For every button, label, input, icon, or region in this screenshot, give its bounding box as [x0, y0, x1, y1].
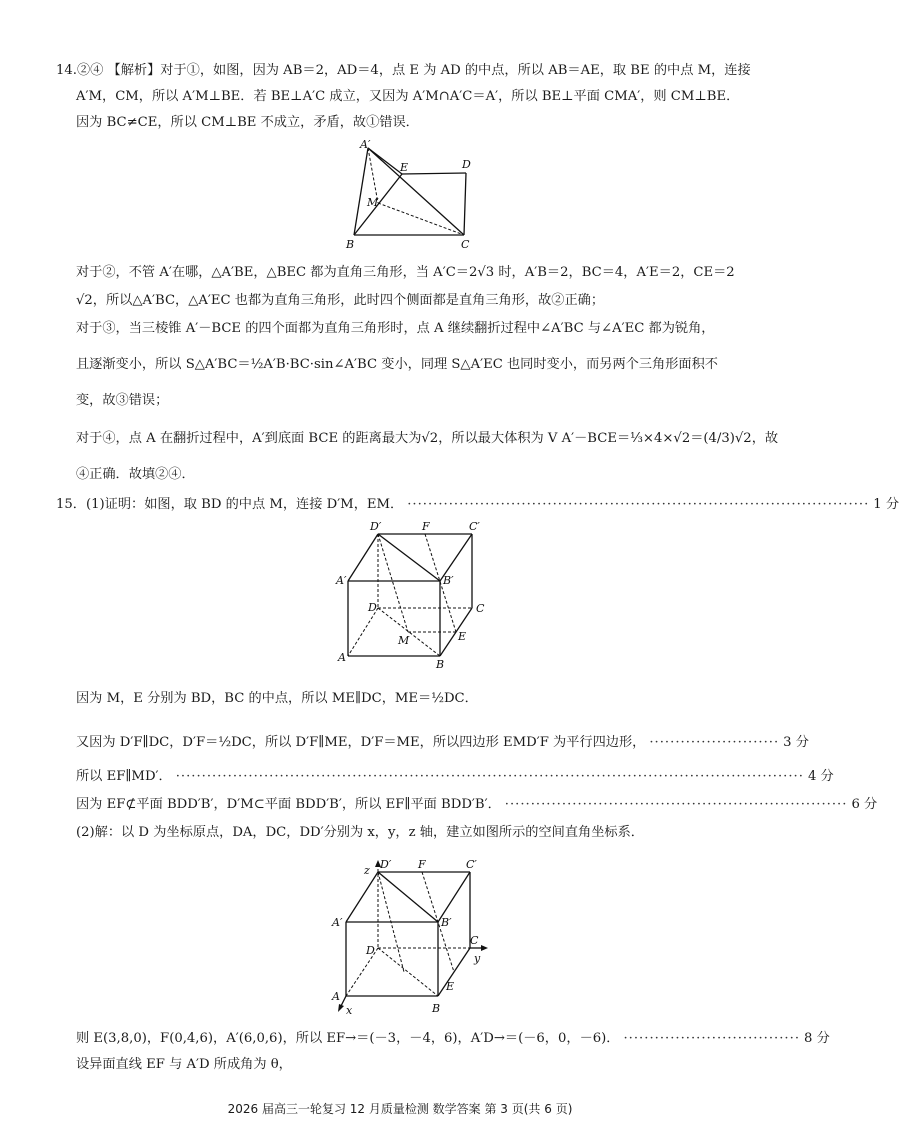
- fig3-label-a: A: [332, 990, 340, 1003]
- q15-step-2-leader: ·························: [649, 735, 780, 750]
- q15-step-3-leader: ·························································································································: [175, 769, 804, 784]
- fig3-label-b: B: [432, 1002, 441, 1015]
- q15-step-3: [76, 768, 834, 786]
- q15-step-5: [76, 1030, 830, 1048]
- q15-line-a: 因为 M，E 分别为 BD，BC 的中点，所以 ME∥DC，ME＝½DC．: [76, 691, 478, 706]
- q14-line-4: 对于②，不管 A′在哪，△A′BE，△BEC 都为直角三角形，当 A′C＝2√3 时，A′B＝2，BC＝4，A′E＝2，CE＝2: [76, 265, 735, 280]
- fig2-label-a-prime: A′: [336, 574, 347, 587]
- fig2-label-b: B: [436, 658, 445, 671]
- fig3-label-d-prime: D′: [380, 858, 392, 871]
- q14-line-2: A′M，CM，所以 A′M⊥BE．若 BE⊥A′C 成立，又因为 A′M∩A′C＝A′，所以 BE⊥平面 CMA′，则 CM⊥BE．: [76, 89, 740, 104]
- q14-line-9: 对于④，点 A 在翻折过程中，A′到底面 BCE 的距离最大为√2，所以最大体积为 V A′－BCE＝⅓×4×√2＝(4/3)√2，故: [76, 431, 779, 446]
- fig3-label-y: y: [474, 952, 481, 965]
- fig3-label-f: F: [418, 858, 426, 871]
- q15-line-c: 设异面直线 EF 与 A′D 所成角为 θ，: [76, 1057, 292, 1072]
- fig1-label-c: C: [461, 238, 470, 251]
- fig2-label-b-prime: B′: [443, 574, 454, 587]
- fig1-label-e: E: [400, 161, 409, 174]
- fig2-label-d: D: [368, 601, 377, 614]
- q15-step-3-points: 4 分: [807, 769, 834, 784]
- q14-figure: [340, 140, 490, 252]
- fig1-label-d: D: [462, 158, 471, 171]
- fig2-label-a: A: [338, 651, 346, 664]
- q14-line-7: 且逐渐变小，所以 S△A′BC＝½A′B·BC·sin∠A′BC 变小，同理 S△A′EC 也同时变小，而另两个三角形面积不: [76, 357, 718, 372]
- fig3-label-x: x: [346, 1004, 353, 1017]
- q14-line-8: 变，故③错误；: [76, 393, 169, 408]
- q14-line-10: ④正确．故填②④．: [76, 467, 195, 482]
- q14-line-3: 因为 BC≠CE，所以 CM⊥BE 不成立，矛盾，故①错误．: [76, 115, 419, 130]
- fig1-label-a-prime: A′: [360, 138, 371, 151]
- q15-line-b: (2)解：以 D 为坐标原点，DA，DC，DD′分别为 x，y，z 轴，建立如图所示的空间直角坐标系．: [76, 825, 644, 840]
- q15-step-2-points: 3 分: [783, 735, 809, 750]
- fig1-label-m: M: [367, 196, 379, 209]
- fig3-label-c-prime: C′: [466, 858, 477, 871]
- q15-step-1-points: 1 分: [873, 497, 899, 512]
- fig3-label-z: z: [364, 864, 370, 877]
- fig2-label-f: F: [422, 520, 430, 533]
- fig3-label-c: C: [470, 934, 479, 947]
- q15-step-4-leader: ··································································: [504, 797, 848, 812]
- fig3-label-e: E: [446, 980, 455, 993]
- fig3-label-d: D: [366, 944, 375, 957]
- page-footer: 2026 届高三一轮复习 12 月质量检测 数学答案 第 3 页(共 6 页): [227, 1102, 573, 1116]
- fig2-label-d-prime: D′: [370, 520, 382, 533]
- q15-step-2: [76, 734, 809, 752]
- fig2-label-e: E: [458, 630, 467, 643]
- fig3-label-b-prime: B′: [441, 916, 452, 929]
- q15-step-1-text: 15．(1)证明：如图，取 BD 的中点 M，连接 D′M，EM．: [56, 497, 404, 512]
- q15-step-5-points: 8 分: [804, 1031, 830, 1046]
- q15-step-3-text: 所以 EF∥MD′．: [76, 769, 172, 784]
- q15-step-2-text: 又因为 D′F∥DC，D′F＝½DC，所以 D′F∥ME，D′F＝ME，所以四边形 EMD′F 为平行四边形，: [76, 735, 646, 750]
- fig2-label-c: C: [476, 602, 485, 615]
- q14-line-5: √2，所以△A′BC，△A′EC 也都为直角三角形，此时四个侧面都是直角三角形，故②正确；: [76, 293, 605, 308]
- fig1-label-b: B: [346, 238, 355, 251]
- q15-step-5-text: 则 E(3,8,0)，F(0,4,6)，A′(6,0,6)，所以 EF→＝(－3，－4，6)，A′D→＝(－6，0，－6)．: [76, 1031, 620, 1046]
- q14-line-1: 14.②④ 【解析】对于①，如图，因为 AB＝2，AD＝4，点 E 为 AD 的中点，所以 AB＝AE，取 BE 的中点 M，连接: [56, 63, 751, 78]
- q15-cube-figure-2: [320, 858, 500, 1018]
- q15-step-4-points: 6 分: [851, 797, 878, 812]
- q15-cube-figure-1: [328, 518, 498, 670]
- q14-line-6: 对于③，当三棱锥 A′－BCE 的四个面都为直角三角形时，点 A 继续翻折过程中∠A′BC 与∠A′EC 都为锐角，: [76, 321, 715, 336]
- q15-step-4: [76, 796, 878, 814]
- q15-step-4-text: 因为 EF⊄平面 BDD′B′，D′M⊂平面 BDD′B′，所以 EF∥平面 BDD′B′．: [76, 797, 501, 812]
- q15-step-5-leader: ··································: [623, 1031, 801, 1046]
- q15-step-1: [56, 496, 899, 514]
- fig2-label-m: M: [398, 634, 410, 647]
- fig2-label-c-prime: C′: [469, 520, 480, 533]
- q15-step-1-leader: ·························································································: [407, 497, 870, 512]
- fig3-label-a-prime: A′: [332, 916, 343, 929]
